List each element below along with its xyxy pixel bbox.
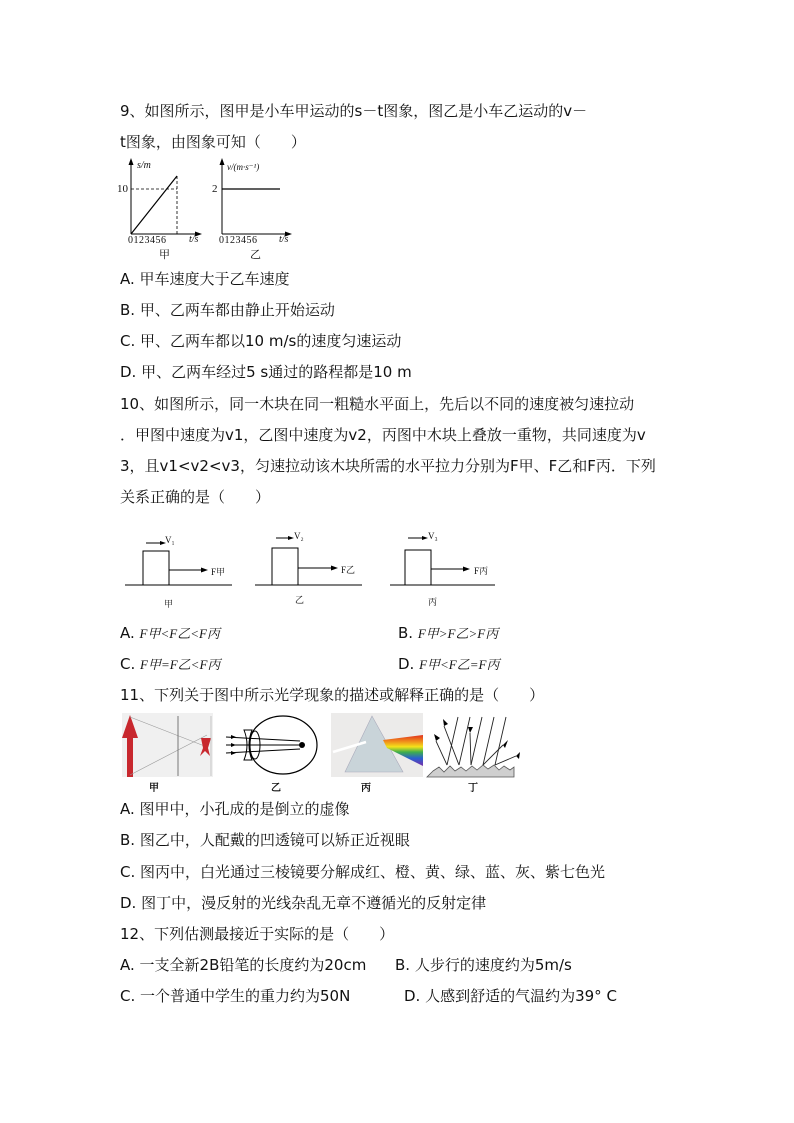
q9-yi-xlabel: t/s — [279, 234, 289, 245]
q10-yi-velocity: V₂ — [294, 531, 304, 541]
q12-option-d: D. 人感到舒适的气温约为39° C — [404, 987, 617, 1005]
q10-jia-velocity: V₁ — [165, 535, 175, 545]
q10-bing-caption: 丙 — [428, 597, 438, 607]
q12-option-b: B. 人步行的速度约为5m/s — [395, 956, 572, 974]
q9-yi-caption: 乙 — [250, 249, 261, 261]
q10-yi-caption: 乙 — [295, 595, 305, 605]
q9-jia-ytick: 10 — [117, 183, 128, 195]
q11-caption-jia: 甲 — [149, 783, 159, 794]
q9-option-c: C. 甲、乙两车都以10 m/s的速度匀速运动 — [120, 332, 402, 350]
q10-stem-line1: 10、如图所示，同一木块在同一粗糙水平面上，先后以不同的速度被匀速拉动 — [120, 395, 635, 413]
q9-jia-xlabel: t/s — [189, 234, 199, 245]
q11-caption-bing: 丙 — [361, 783, 371, 794]
q9-option-b: B. 甲、乙两车都由静止开始运动 — [120, 301, 335, 319]
q9-yi-xticks: 0 1 2 3 4 5 6 — [219, 235, 256, 246]
q9-stem-line1: 9、如图所示，图甲是小车甲运动的s－t图象，图乙是小车乙运动的v－ — [120, 102, 588, 120]
q10-bing-force: F丙 — [474, 566, 489, 576]
q9-jia-xticks: 0 1 2 3 4 5 6 — [128, 235, 165, 246]
q11-caption-ding: 丁 — [468, 783, 478, 794]
q10-jia-caption: 甲 — [164, 599, 174, 609]
q9-option-a: A. 甲车速度大于乙车速度 — [120, 270, 290, 288]
q11-option-b: B. 图乙中，人配戴的凹透镜可以矫正近视眼 — [120, 831, 410, 849]
q11-stem: 11、下列关于图中所示光学现象的描述或解释正确的是（ ） — [120, 686, 545, 704]
q10-stem-line3: 3，且v1<v2<v3，匀速拉动该木块所需的水平拉力分别为F甲、F乙和F丙．下列 — [120, 457, 656, 475]
q10-bing-velocity: V₃ — [428, 531, 438, 541]
q10-option-a: A. F甲<F乙<F丙 — [120, 624, 220, 642]
q12-stem: 12、下列估测最接近于实际的是（ ） — [120, 925, 395, 943]
q10-option-d: D. F甲<F乙=F丙 — [398, 655, 500, 673]
q9-jia-caption: 甲 — [159, 249, 170, 261]
q10-stem-line4: 关系正确的是（ ） — [120, 488, 271, 506]
q11-caption-yi: 乙 — [271, 783, 281, 794]
q11-option-d: D. 图丁中，漫反射的光线杂乱无章不遵循光的反射定律 — [120, 894, 487, 912]
q9-jia-ylabel: s/m — [137, 160, 151, 171]
q11-figure-diffuse — [0, 0, 1, 1]
q10-stem-line2: ．甲图中速度为v1，乙图中速度为v2，丙图中木块上叠放一重物，共同速度为v — [120, 426, 646, 444]
q11-option-c: C. 图丙中，白光通过三棱镜要分解成红、橙、黄、绿、蓝、灰、紫七色光 — [120, 863, 606, 881]
q9-option-d: D. 甲、乙两车经过5 s通过的路程都是10 m — [120, 363, 412, 381]
q12-option-c: C. 一个普通中学生的重力约为50N — [120, 987, 351, 1005]
q10-yi-force: F乙 — [341, 565, 356, 575]
q12-option-a: A. 一支全新2B铅笔的长度约为20cm — [120, 956, 367, 974]
q9-yi-ylabel: v/(m·s⁻¹) — [227, 162, 260, 172]
q11-option-a: A. 图甲中，小孔成的是倒立的虚像 — [120, 800, 350, 818]
q10-option-c: C. F甲=F乙<F丙 — [120, 655, 221, 673]
q9-stem-line2: t图象，由图象可知（ ） — [120, 133, 306, 151]
q10-jia-force: F甲 — [211, 567, 226, 577]
q9-yi-ytick: 2 — [212, 183, 218, 195]
q10-option-b: B. F甲>F乙>F丙 — [398, 624, 499, 642]
